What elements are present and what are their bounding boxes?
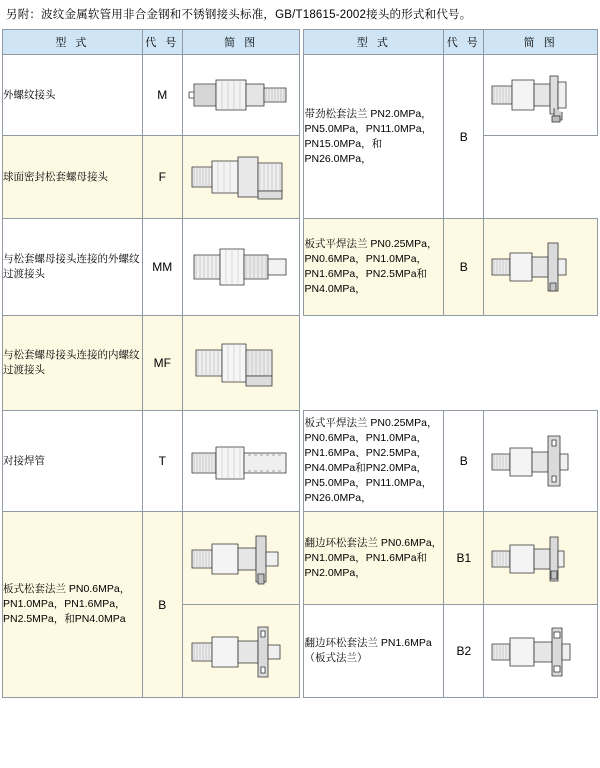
table-header [3,30,598,55]
code-cell: T [142,411,182,512]
type-cell: 球面密封松套螺母接头 [3,136,143,219]
figure-cell [182,136,300,219]
code-cell: B [142,512,182,698]
code-cell: MF [142,316,182,411]
table-row [3,55,598,136]
page-title: 另附：波纹金属软管用非合金钢和不锈钢接头标准，GB/T18615-2002接头的形式和代号。 [6,9,472,21]
code-cell: B [444,55,484,219]
figure-cell [182,512,300,605]
figure-cell [182,411,300,512]
header-type-right: 型 式 [304,30,444,55]
lap-joint-flange-icon [488,527,594,589]
connector-standard-table [2,29,598,698]
plate-loose-flange-alt-icon [186,615,296,687]
type-cell: 对接焊管 [3,411,143,512]
code-cell: F [142,136,182,219]
code-cell: B1 [444,512,484,605]
table-body [3,55,598,698]
type-cell: 带劲松套法兰 PN2.0MPa，PN5.0MPa，PN11.0MPa，PN15.0MPa，和PN26.0MPa， [304,55,444,219]
type-cell: 外螺纹接头 [3,55,143,136]
figure-cell [182,219,300,316]
header-figure-left: 简 图 [182,30,300,55]
spherical-seal-union-nut-icon [186,145,296,209]
type-cell: 板式松套法兰 PN0.6MPa，PN1.0MPa，PN1.6MPa，PN2.5MPa，和PN4.0MPa [3,512,143,698]
type-cell: 与松套螺母接头连接的内螺纹过渡接头 [3,316,143,411]
type-cell: 翻边环松套法兰 PN0.6MPa，PN1.0MPa，PN1.6MPa和PN2.0MPa， [304,512,444,605]
female-transition-connector-icon [186,328,296,398]
code-cell: B [444,411,484,512]
type-cell: 与松套螺母接头连接的外螺纹过渡接头 [3,219,143,316]
butt-weld-pipe-icon [186,429,296,493]
code-cell: B [444,219,484,316]
plate-loose-flange-icon [186,522,296,594]
header-code-left: 代 号 [142,30,182,55]
header-code-right: 代 号 [444,30,484,55]
code-cell: M [142,55,182,136]
figure-cell [484,219,598,316]
figure-cell [484,512,598,605]
header-type-left: 型 式 [3,30,143,55]
plate-flat-weld-flange-icon [488,233,594,301]
type-cell: 翻边环松套法兰 PN1.6MPa（板式法兰） [304,605,444,698]
ribbed-loose-flange-icon [488,64,594,126]
type-cell: 板式平焊法兰 PN0.25MPa，PN0.6MPa，PN1.0MPa，PN1.6MPa，PN2.5MPa和PN4.0MPa， [304,219,444,316]
figure-cell [484,411,598,512]
figure-cell [484,55,598,136]
type-cell: 板式平焊法兰 PN0.25MPa，PN0.6MPa，PN1.0MPa，PN1.6MPa、PN2.5MPa，PN4.0MPa和PN2.0MPa，PN5.0MPa，PN11.0MPa，PN26.0MPa， [304,411,444,512]
male-thread-connector-icon [186,64,296,126]
lap-joint-flange-2-icon [488,620,594,682]
figure-cell [182,316,300,411]
code-cell: B2 [444,605,484,698]
figure-cell [484,605,598,698]
male-transition-connector-icon [186,231,296,303]
header-figure-right: 简 图 [484,30,598,55]
figure-cell [182,605,300,698]
figure-cell [182,55,300,136]
code-cell: MM [142,219,182,316]
plate-flat-weld-flange-2-icon [488,426,594,496]
